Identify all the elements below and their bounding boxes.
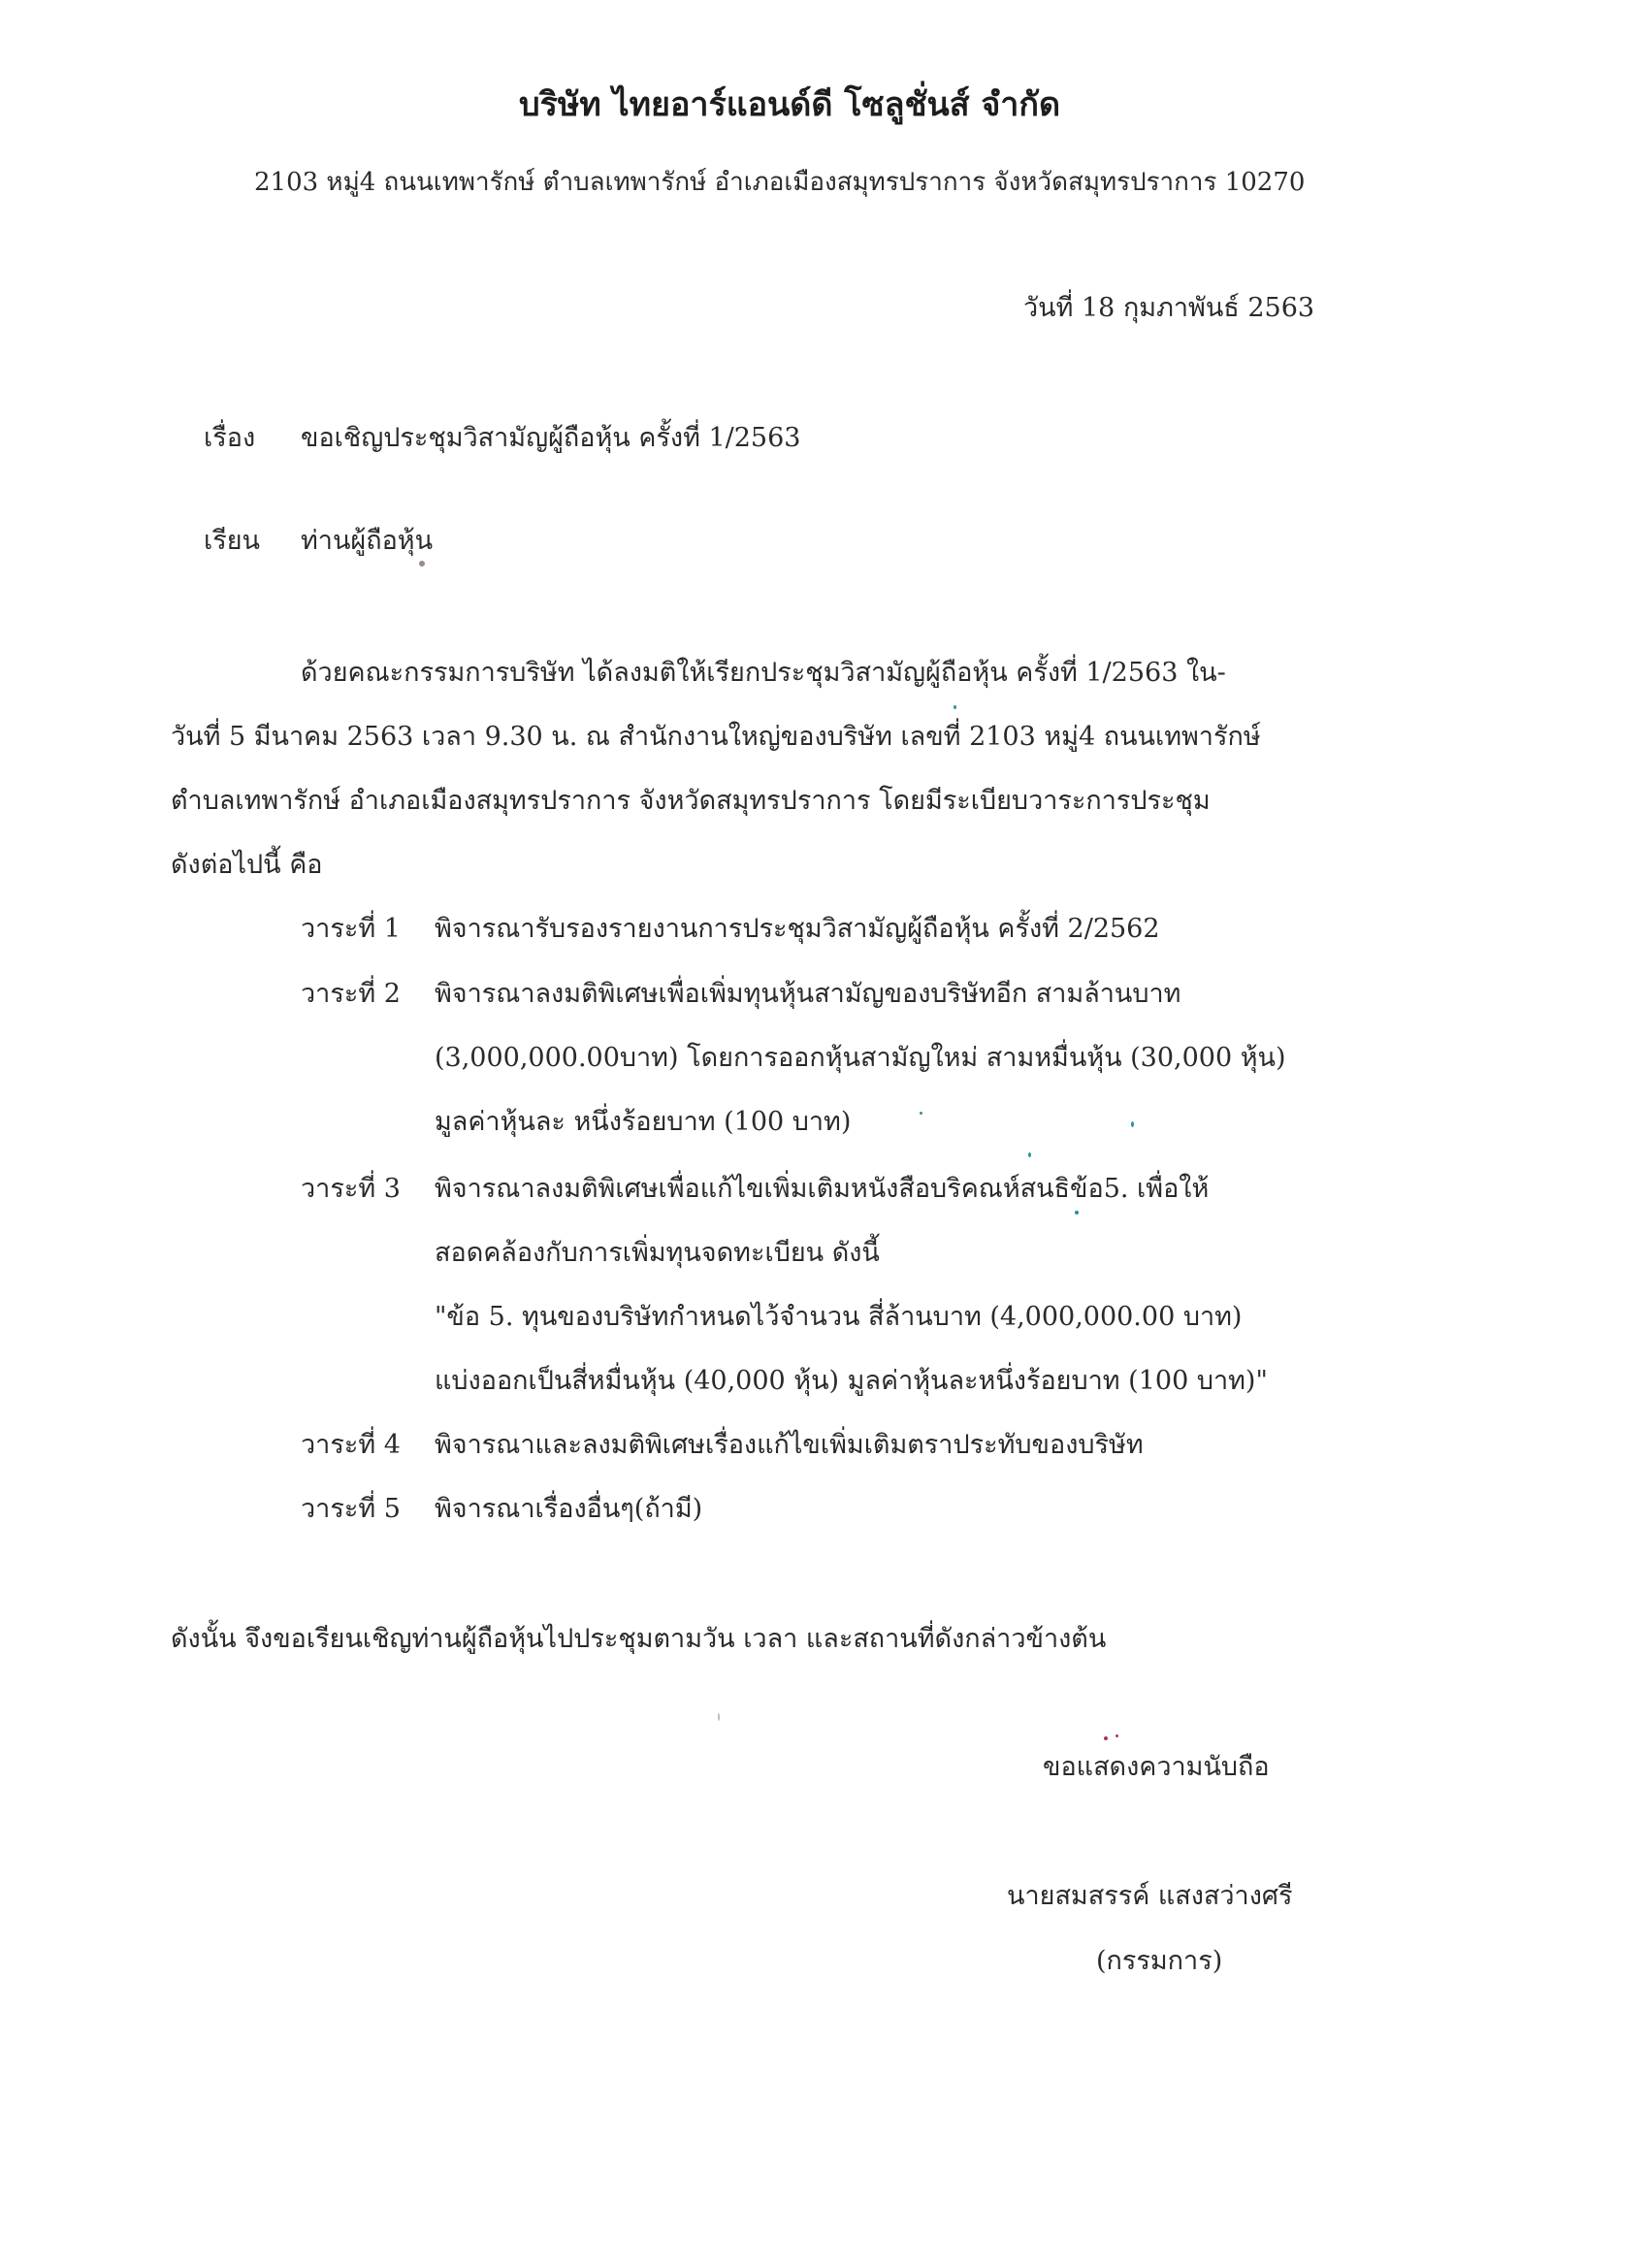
addressee-label: เรียน <box>204 526 261 556</box>
agenda-text: พิจารณาลงมติพิเศษเพื่อแก้ไขเพิ่มเติมหนังสือบริคณห์สนธิข้อ5. เพื่อให้ <box>435 1174 1210 1204</box>
agenda-text: (3,000,000.00บาท) โดยการออกหุ้นสามัญใหม่ สามหมื่นหุ้น (30,000 หุ้น) <box>435 1043 1286 1073</box>
agenda-text: พิจารณาและลงมติพิเศษเรื่องแก้ไขเพิ่มเติมตราประทับของบริษัท <box>435 1430 1144 1460</box>
ink-speck <box>954 705 956 709</box>
ink-speck <box>718 1713 720 1721</box>
ink-speck <box>1028 1152 1031 1157</box>
agenda-text: พิจารณาเรื่องอื่นๆ(ถ้ามี) <box>435 1494 703 1524</box>
body-line: ตำบลเทพารักษ์ อำเภอเมืองสมุทรปราการ จังหวัดสมุทรปราการ โดยมีระเบียบวาระการประชุม <box>171 786 1211 816</box>
agenda-text: พิจารณารับรองรายงานการประชุมวิสามัญผู้ถือหุ้น ครั้งที่ 2/2562 <box>435 914 1160 944</box>
subject-text: ขอเชิญประชุมวิสามัญผู้ถือหุ้น ครั้งที่ 1/2563 <box>301 423 801 453</box>
agenda-label: วาระที่ 5 <box>301 1494 401 1524</box>
closing-paragraph: ดังนั้น จึงขอเรียนเชิญท่านผู้ถือหุ้นไปประชุมตามวัน เวลา และสถานที่ดังกล่าวข้างต้น <box>171 1624 1107 1654</box>
ink-speck <box>1075 1211 1079 1215</box>
company-name: บริษัท ไทยอาร์แอนด์ดี โซลูชั่นส์ จำกัด <box>519 85 1061 124</box>
agenda-label: วาระที่ 3 <box>301 1174 401 1204</box>
ink-speck <box>1131 1121 1134 1127</box>
ink-speck <box>1104 1736 1108 1740</box>
body-line: วันที่ 5 มีนาคม 2563 เวลา 9.30 น. ณ สำนักงานใหญ่ของบริษัท เลขที่ 2103 หมู่4 ถนนเทพารักษ์ <box>171 722 1261 752</box>
addressee-text: ท่านผู้ถือหุ้น <box>301 526 434 556</box>
letter-date: วันที่ 18 กุมภาพันธ์ 2563 <box>1023 293 1315 323</box>
agenda-label: วาระที่ 2 <box>301 979 401 1009</box>
ink-speck <box>920 1112 922 1115</box>
company-address: 2103 หมู่4 ถนนเทพารักษ์ ตำบลเทพารักษ์ อำเภอเมืองสมุทรปราการ จังหวัดสมุทรปราการ 10270 <box>254 168 1306 197</box>
agenda-text: "ข้อ 5. ทุนของบริษัทกำหนดไว้จำนวน สี่ล้านบาท (4,000,000.00 บาท) <box>435 1302 1243 1332</box>
agenda-label: วาระที่ 4 <box>301 1430 401 1460</box>
sign-off: ขอแสดงความนับถือ <box>1043 1752 1270 1782</box>
agenda-text: พิจารณาลงมติพิเศษเพื่อเพิ่มทุนหุ้นสามัญของบริษัทอีก สามล้านบาท <box>435 979 1181 1009</box>
agenda-text: สอดคล้องกับการเพิ่มทุนจดทะเบียน ดังนี้ <box>435 1238 880 1268</box>
signatory-name: นายสมสรรค์ แสงสว่างศรี <box>1007 1881 1293 1911</box>
signatory-title: (กรรมการ) <box>1096 1946 1223 1976</box>
ink-speck <box>1116 1734 1118 1737</box>
agenda-text: แบ่งออกเป็นสี่หมื่นหุ้น (40,000 หุ้น) มูลค่าหุ้นละหนึ่งร้อยบาท (100 บาท)" <box>435 1366 1268 1396</box>
body-line: ดังต่อไปนี้ คือ <box>171 850 323 880</box>
ink-speck <box>419 561 425 567</box>
agenda-label: วาระที่ 1 <box>301 914 401 944</box>
body-line: ด้วยคณะกรรมการบริษัท ได้ลงมติให้เรียกประชุมวิสามัญผู้ถือหุ้น ครั้งที่ 1/2563 ใน- <box>301 658 1226 688</box>
subject-label: เรื่อง <box>204 423 256 453</box>
agenda-text: มูลค่าหุ้นละ หนึ่งร้อยบาท (100 บาท) <box>435 1107 852 1137</box>
